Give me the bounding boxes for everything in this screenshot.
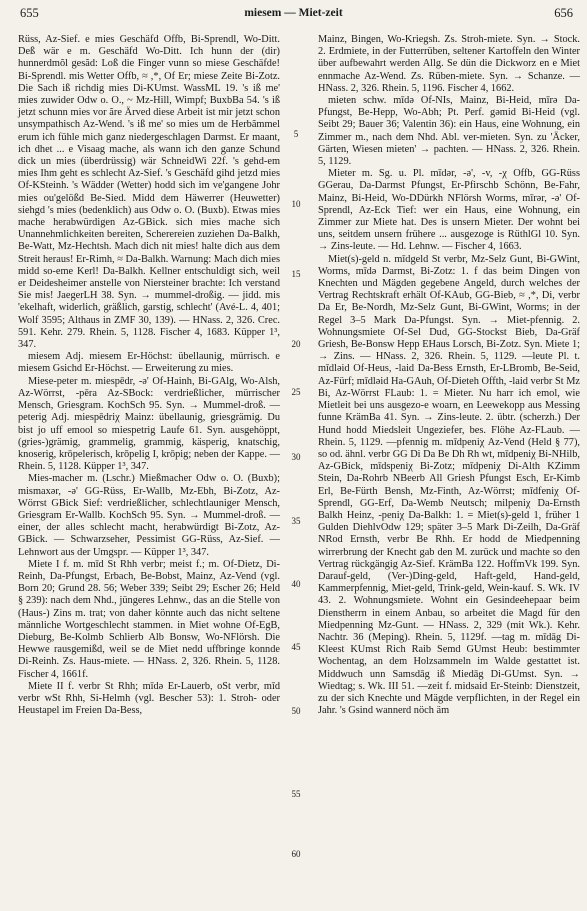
- running-head: miesem — Miet-zeit: [244, 7, 343, 19]
- line-number: 10: [291, 199, 301, 209]
- entry-paragraph: Mainz, Bingen, Wo-Kriegsh. Zs. Stroh-miete. Syn. → Stock. 2. Erdmiete, in der Futterrüben, seltener Kartoffeln den Winter über aufbewahrt werden Allg. Se dün die Dickworz en e Miet ennmache Az-Wend. Zs. Rüben-miete. Syn. → Schanze. — HNass. 2, 326. Rhein. 5, 1196. Fischer 4, 1662.: [318, 34, 580, 94]
- page-header: [0, 6, 587, 20]
- entry-paragraph: miesem Adj. miesem Er-Höchst: übellaunig, mürrisch. e miesem Gsichd Er-Höchst. — Erweiterung zu mies.: [18, 351, 280, 375]
- line-number: 40: [291, 579, 301, 589]
- line-number: 25: [291, 387, 301, 397]
- line-number: 60: [291, 849, 301, 859]
- line-number: 15: [291, 269, 301, 279]
- right-column: [318, 34, 580, 717]
- line-number: 35: [291, 516, 301, 526]
- line-number: 30: [291, 452, 301, 462]
- entry-paragraph: Mies-macher m. (Lschr.) Mießmacher Odw o. O. (Buxb); mismaxər, -ə' GG-Rüss, Er-Wallb, Mz-Ebh, Bi-Zotz, Az-Wörrst GBick Sief: verdrießlicher, schlechtlauniger Mensch, Griesgram Er-Wallb. KochSch 95. Syn. → Mummel-droß. — einer, der alles schlecht macht, herabwürdigt Bi-Zotz, Az-GBick. — Schwarzseher, Pessimist GG-Rüss, Az-Sief. — Lehnwort aus der Umgspr. — Küpper 1³, 347.: [18, 473, 280, 558]
- line-number: 20: [291, 339, 301, 349]
- line-number: 55: [291, 789, 301, 799]
- line-number: 5: [293, 129, 299, 139]
- line-number: 50: [291, 706, 301, 716]
- entry-paragraph: Miete I f. m. mīd St Rhh verbr; meist f.; m. Of-Dietz, Di-Reinh, Da-Pfungst, Erbach, Be-Bobst, Mainz, Az-Vend (vgl. Born 20; Grund 28. 56; Weber 339; Seibt 29; Escher 26; Held § 239): nach dem Nhd., jüngeres Lehnw., das an die Stelle von (Haus-) Zins m. trat; von daher könnte auch das nicht seltene männliche Wortgeschlecht stammen. in Miet wohne Of-EgB, Dieburg, Be-Kolmb Schlierb Alb Bonsw, Wo-NFlörsh. Die Hewwe rausgemißd, weil se de Miet nedd uffbringe konnde Di-Reinh. Zs. Haus-miete. — HNass. 2, 326. Rhein. 5, 1128. Fischer 4, 1661f.: [18, 558, 280, 680]
- entry-paragraph: Miet(s)-geld n. mīdgeld St verbr, Mz-Selz Gunt, Bi-GWint, Worms, mīdə Darmst, Bi-Zotz: 1. f das beim Dingen von Knechten und Mägden gegebene Angeld, durch welches der Vertrag Rechtskraft erhält Of-KAub, GG-Bieb, ≈ ,*, Di, verbr Da Er, Be-Nordh, Mz-Selz Gunt, Bi-GWint, Worms; in der Regel 3–5 Mark Da-Pfungst. Syn. → Miet-pfennig. 2. Wohnungsmiete Of-Sel Dud, GG-Stockst Bieb, Da-Gräf Griesh, Be-Bonsw Hepp EHaus Lorsch, Bi-Zotz. Syn. Miete 1; → Zins. — HNass. 2, 326. Rhein. 5, 1129. —leute Pl. t. mīdlәid Of-Heus, -laid Da-Bess Ernsth, Er-LBromb, Be-Seid, Az-Fürf; mīdlәid Ha-GAuh, Of-Dieteh Offth, -laid verbr St Mz Bi, Az-Wörrst FLaub: 1. = Mieter. Nu harr ich emol, wie Mietleit bei uns ausgezo-e woarn, en Leewekopp aus Messing funne KrämBa 41. Syn. → Zins-leute. 2. übtr. (scherzh.) Der Hund hodd Miedsleit Ungeziefer, bes. Flöhe Az-FLaub. — Rhein. 5, 1129. —pfennig m. mīdpeniχ Az-Vend (Held § 77), so od. ähnl. verbr GG Di Da Be Dh Rh wt, mīdpeniχ Bi-NHilb, Az-GBick, mīdspeniχ Bi-Zotz; mīdpeniχ Di-Alth KZimm Stein, Da-Rohrb NBeerb All Griesh Pfungst Esch, Er-Kimb Erl, Be-Fürth Bensh, Mz-Finth, Az-Wörrst; mīdfeniχ Of-Sprendl, GG-Erf, Da-Wemb Neutsch; milpeniχ Da-Ernsth Balkh Heinz, -peniχ Da-Balkh: 1. = Miet(s)-geld 1, früher 1 Gulden DiehlvOdw 129; später 3–5 Mark Di-Zeilh, Da-Gräf NRod Ernsth, verbr Be Rhh. Er hodd de Miedpenning wirrerbrung der Knecht gab den M. zurück und machte so den Vertrag rückgängig Az-Sief. KrämBa 122. HoffmVk 199. Syn. Darauf-geld, (Ver-)Ding-geld, Haft-geld, Hand-geld, Kammerpfennig, Miet-geld, Trink-geld, Wein-kauf. S. Wk. IV 43. 2. Wohnungsmiete. Wohnt ein Gesindeehepaar beim Dienstherrn in einem Anbau, so arbeitet die Magd für den Miedpenning Mz-Gunt. — HNass. 2, 329 (mit Wk.). Kehr. Nachtr. 36 (Meping). Rhein. 5, 1129f. —tag m. mīdāg Di-Kleest KUmst Rich Raib Semd GUmst Heub: bestimmter Wochentag, an dem Holzsammeln im Walde gestattet ist. Middwuch unn Samsdāg iß Miedāg Di-GUmst. Syn. → Wiedtag; s. Wk. III 51. —zeit f. midsaid Er-Steinb: Dienstzeit, zu der sich Knechte und Mägde verpflichten, in der Regel ein Jahr. 's Gsind wannerd nöch äm: [318, 253, 581, 717]
- entry-paragraph: mieten schw. mīdə Of-NIs, Mainz, Bi-Heid, mīrə Da-Pfungst, Be-Hepp, Wo-Abh; Pt. Perf. gəmid Bi-Heid (vgl. Seibt 29; Bauer 36; Valentin 36): ein Haus, eine Wohnung, ein Zimmer m., nach dem Nhd. Abl. ver-mieten. Syn. zu 'Äcker, Gärten, Wiesen mieten' → pachten. — HNass. 2, 326. Rhein. 5, 1129.: [318, 95, 580, 168]
- entry-paragraph: Mieter m. Sg. u. Pl. mīdər, -ə', -v, -χ Offb, GG-Rüss GGerau, Da-Darmst Pfungst, Er-Pfirschb Schönn, Be-Fahr, Mainz, Bi-Heid, Wo-DDürkh NFlörsh Worms, mīrər, -ə' Of-Sprendl, Az-Eck Tief: wer ein Haus, eine Wohnung, ein Zimmer zur Miete hat. Des is unsern Mieter. Der wohnt bei uns, seitdem unsern frühere ... ausgezoge is RüthlGl 10. Syn. → Zins-leute. — Hd. Lehnw. — Fischer 4, 1663.: [318, 168, 580, 253]
- page-number-right: 656: [554, 6, 573, 20]
- line-number: 45: [291, 642, 301, 652]
- line-number-gutter: [283, 34, 309, 894]
- entry-paragraph: Miese-peter m. miespēdr, -ə' Of-Hainh, Bi-GAlg, Wo-Alsh, Az-Wörrst, -pēra Az-SBock: verdrießlicher, mürrischer Mensch, Griesgram. KochSch 95. Syn. → Mummel-droß. —peterig Adj. miespēdriχ Mainz: übellaunig, griesgrämig. Du bist jo uff emool so miespetrig Laufe 61. Syn. ausgehöppt, (gries-)grämig, grammelig, grammig, käsperig, knatschig, knoserig, krōpelerisch, krōpelig I, krōpig; neben der Kappe. — Rhein. 5, 1128. Küpper 1³, 347.: [18, 375, 280, 473]
- left-column: [18, 34, 280, 717]
- entry-paragraph: Miete II f. verbr St Rhh; mīdə Er-Lauerb, oSt verbr, mīd verbr wSt Rhh, Si-Helmh (vgl. Bescher 53): 1. Stroh- oder Heustapel im Freien Da-Bess,: [18, 680, 280, 717]
- entry-paragraph: Rüss, Az-Sief. e mies Geschäfd Offb, Bi-Sprendl, Wo-Ditt. Deß wär e m. Geschäfd Wo-Ditt. Ich hunn der (dir) hunnerdmõl gesãd: Loß die Finger vunn so miese Geschäfde! Bi-Sprendl. mis Wetter Offb, ≈ ,*, Of Er; miese Zeite Bi-Zotz. Die Sach iß richdig mies Di-KUmst. WassML 19. 's iß me' mies zuwider Odw o. O., ~ Mz-Hill, Wimpf; BuxbBa 54. 's iß jetzt schunn mies vor ãre Ärved diese Arbeit ist mir jetzt schon unsympathisch Az-Wend. 's iß me' so mies um de Herbãmmel erum ich fühle mich ganz niedergeschlagen Darmst. Er maant, ich dhet ... e Visaag mache, als wann ich den ganze Schund dick un mies (überdrüssig) wär SchneidWi 22f. 's gehd-em mies Ihm geht es schlecht Az-Sief. 's Geschäfd gihd jetzd mies Of-KSteinh. 's Wädder (Wetter) hodd sich im ve'gangene Johr mies ou'gelößd Be-Sied. Midd dem Häwerrer (Heuwetter) siehgd 's mies (bedenklich) aus Odw o. O. (Buxb). Etwas mies mache herabwürdigen Az-GBick. sich mies mache sich Unannehmlichkeiten bereiten, Scherereien zuziehen Da-Balkh, Be-Watt, Mz-Hechtsh. Mach dich nit mies! halte dich aus dem Streit heraus! Er-Rimh, ≈ Da-Balkh. Warnung: Mach dich mies midd so-eme Kerl! Da-Balkh. Kellner entschuldigt sich, weil er Deidesheimer anstelle von Niersteiner brachte: Ich verstand Sie mis! JaegerLH 38. Syn. → mummel-droßig. — jidd. mis 'ekelhaft, widerlich, gräßlich, garstig, schlecht' (Avé-L. 4, 401; Wolf 3595; Althaus in ZMF 30, 139). — HNass. 2, 326. Crec. 591. Kehr. 279. Rhein. 5, 1128. Fischer 4, 1683. Küpper 1³, 347.: [18, 34, 280, 351]
- page-number-left: 655: [20, 6, 39, 20]
